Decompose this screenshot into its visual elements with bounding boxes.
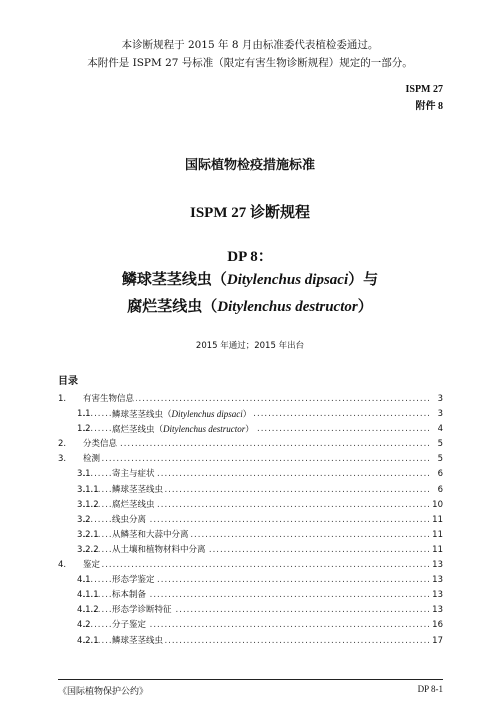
standard-title: 国际植物检疫措施标准 [184, 158, 315, 173]
toc-entry-number: 4.1 [77, 575, 91, 586]
toc-entry-number: 3.2.2 [77, 544, 99, 555]
toc-entry[interactable] [58, 392, 443, 407]
toc-entry[interactable] [58, 603, 443, 618]
toc-entry-number: 1.1 [77, 409, 91, 420]
toc-entry-latin-name: Ditylenchus dipsaci [171, 409, 243, 420]
toc-entry-title [112, 467, 157, 482]
toc-entry-page: 3 [429, 392, 443, 407]
footer-publisher: 《国际植物保护公约》 [58, 687, 149, 697]
toc-entry-page: 13 [429, 573, 443, 588]
toc-entry-number: 4.2 [77, 620, 91, 631]
toc-entry-page: 5 [429, 437, 443, 452]
subject2-latin: Ditylenchus destructor [217, 299, 358, 315]
toc-entry-page: 6 [429, 483, 443, 498]
toc-entry-title-text: 寄主与症状 [112, 469, 155, 480]
toc-entry-title [112, 513, 148, 528]
toc-entry-number: 2. [58, 439, 67, 450]
table-of-contents [58, 392, 443, 649]
toc-entry-number: 3.1.1 [77, 484, 99, 495]
toc-entry[interactable] [58, 437, 443, 452]
toc-entry-title [83, 437, 119, 452]
toc-entry-title-text: 鉴定 [83, 560, 101, 571]
toc-entry-title-text: 标本制备 [112, 590, 147, 601]
toc-entry[interactable] [58, 558, 443, 573]
toc-entry-number: 1.2 [77, 424, 91, 435]
toc-entry-title-text: 分子鉴定 [112, 620, 147, 631]
toc-entry-page: 17 [429, 634, 443, 649]
toc-entry[interactable] [58, 467, 443, 482]
toc-entry-title [112, 634, 165, 649]
toc-leader-dots [83, 452, 429, 467]
toc-heading: 目录 [58, 376, 78, 387]
subject-line-2 [0, 295, 500, 316]
toc-entry-title [112, 603, 174, 618]
toc-entry-number: 3.1 [77, 469, 91, 480]
subject1-latin: Ditylenchus dipsaci [226, 272, 349, 288]
toc-entry-title [112, 498, 157, 513]
toc-entry[interactable] [58, 483, 443, 498]
subject2-cn: 腐烂茎线虫（ [127, 297, 218, 315]
toc-entry-number: 3.2.1 [77, 529, 99, 540]
toc-entry-title-text: 腐烂茎线虫（ [112, 425, 164, 436]
toc-entry-number: 4.2.1 [77, 635, 99, 646]
toc-entry-page: 13 [429, 558, 443, 573]
subject1-end: ）与 [348, 270, 379, 288]
toc-entry-page: 11 [429, 513, 443, 528]
subject2-end: ） [357, 297, 373, 315]
toc-entry-title-text: 线虫分离 [112, 514, 147, 525]
toc-entry-title-suffix: ） [245, 425, 254, 436]
toc-entry-title-text: 鳞球茎茎线虫 [112, 635, 164, 646]
toc-entry-title [112, 528, 191, 543]
toc-entry-title [112, 483, 165, 498]
toc-entry-number: 3.1.2 [77, 499, 99, 510]
subject-line-1 [0, 268, 500, 289]
toc-entry-title [112, 588, 148, 603]
toc-entry-page: 11 [429, 528, 443, 543]
toc-entry-title-text: 分类信息 [83, 439, 118, 450]
toc-entry-number: 4.1.2 [77, 605, 99, 616]
toc-entry-title-text: 有害生物信息 [83, 394, 135, 404]
dp-title: DP 8： [227, 249, 273, 265]
toc-entry-title [112, 422, 256, 438]
toc-entry-title [112, 573, 157, 588]
toc-entry-page: 13 [429, 603, 443, 618]
toc-entry[interactable] [58, 543, 443, 558]
annex-note: 本附件是 ISPM 27 号标准（限定有害生物诊断规程）规定的一部分。 [87, 57, 413, 69]
toc-entry-title-text: 形态学诊断特征 [112, 605, 172, 616]
toc-entry-number: 4. [58, 560, 67, 571]
toc-entry-title-text: 检测 [83, 454, 101, 465]
toc-entry[interactable] [58, 452, 443, 467]
toc-entry[interactable] [58, 513, 443, 528]
toc-leader-dots [83, 558, 429, 573]
adoption-date: 2015 年通过；2015 年出台 [195, 341, 305, 351]
toc-entry-title [83, 392, 136, 407]
toc-entry[interactable] [58, 528, 443, 543]
toc-entry-page: 5 [429, 452, 443, 467]
footer-page-number: DP 8-1 [417, 684, 443, 694]
toc-entry-title-suffix: ） [242, 410, 252, 421]
toc-entry-title-text: 形态学鉴定 [112, 575, 155, 586]
subject1-cn: 鳞球茎茎线虫（ [121, 270, 227, 288]
toc-entry[interactable] [58, 573, 443, 588]
toc-entry-number: 4.1.1 [77, 590, 99, 601]
protocol-title: ISPM 27 诊断规程 [189, 205, 310, 221]
footer-divider [58, 679, 443, 680]
toc-entry-title [83, 452, 102, 467]
toc-entry[interactable] [58, 618, 443, 633]
toc-entry-number: 3.2 [77, 514, 91, 525]
toc-entry-title-text: 鳞球茎茎线虫（ [112, 410, 172, 421]
standard-code: ISPM 27 [405, 84, 443, 95]
toc-entry-title [112, 407, 253, 423]
toc-entry-page: 16 [429, 618, 443, 633]
adoption-note: 本诊断规程于 2015 年 8 月由标准委代表植检委通过。 [121, 39, 379, 51]
toc-entry-page: 6 [429, 467, 443, 482]
toc-entry-page: 4 [429, 422, 443, 437]
toc-entry[interactable] [58, 634, 443, 649]
toc-entry-title [112, 618, 148, 633]
toc-leader-dots [83, 437, 429, 452]
toc-entry-title-text: 鳞球茎茎线虫 [112, 484, 164, 495]
toc-entry-page: 10 [429, 498, 443, 513]
toc-entry[interactable] [58, 498, 443, 513]
toc-entry-number: 3. [58, 454, 67, 465]
toc-entry-page: 11 [429, 543, 443, 558]
toc-entry[interactable] [58, 588, 443, 603]
toc-entry-title [83, 558, 102, 573]
annex-label: 附件 8 [415, 101, 443, 112]
toc-entry-number: 1. [58, 394, 67, 404]
toc-entry-title [112, 543, 208, 558]
toc-entry-title-text: 腐烂茎线虫 [112, 499, 155, 510]
toc-entry[interactable] [58, 422, 443, 437]
toc-entry[interactable] [58, 407, 443, 422]
toc-entry-latin-name: Ditylenchus destructor [163, 424, 246, 435]
toc-entry-page: 3 [429, 407, 443, 422]
toc-entry-page: 13 [429, 588, 443, 603]
toc-entry-title-text: 从鳞茎和大蒜中分离 [112, 529, 189, 540]
toc-entry-title-text: 从土壤和植物材料中分离 [112, 544, 206, 555]
